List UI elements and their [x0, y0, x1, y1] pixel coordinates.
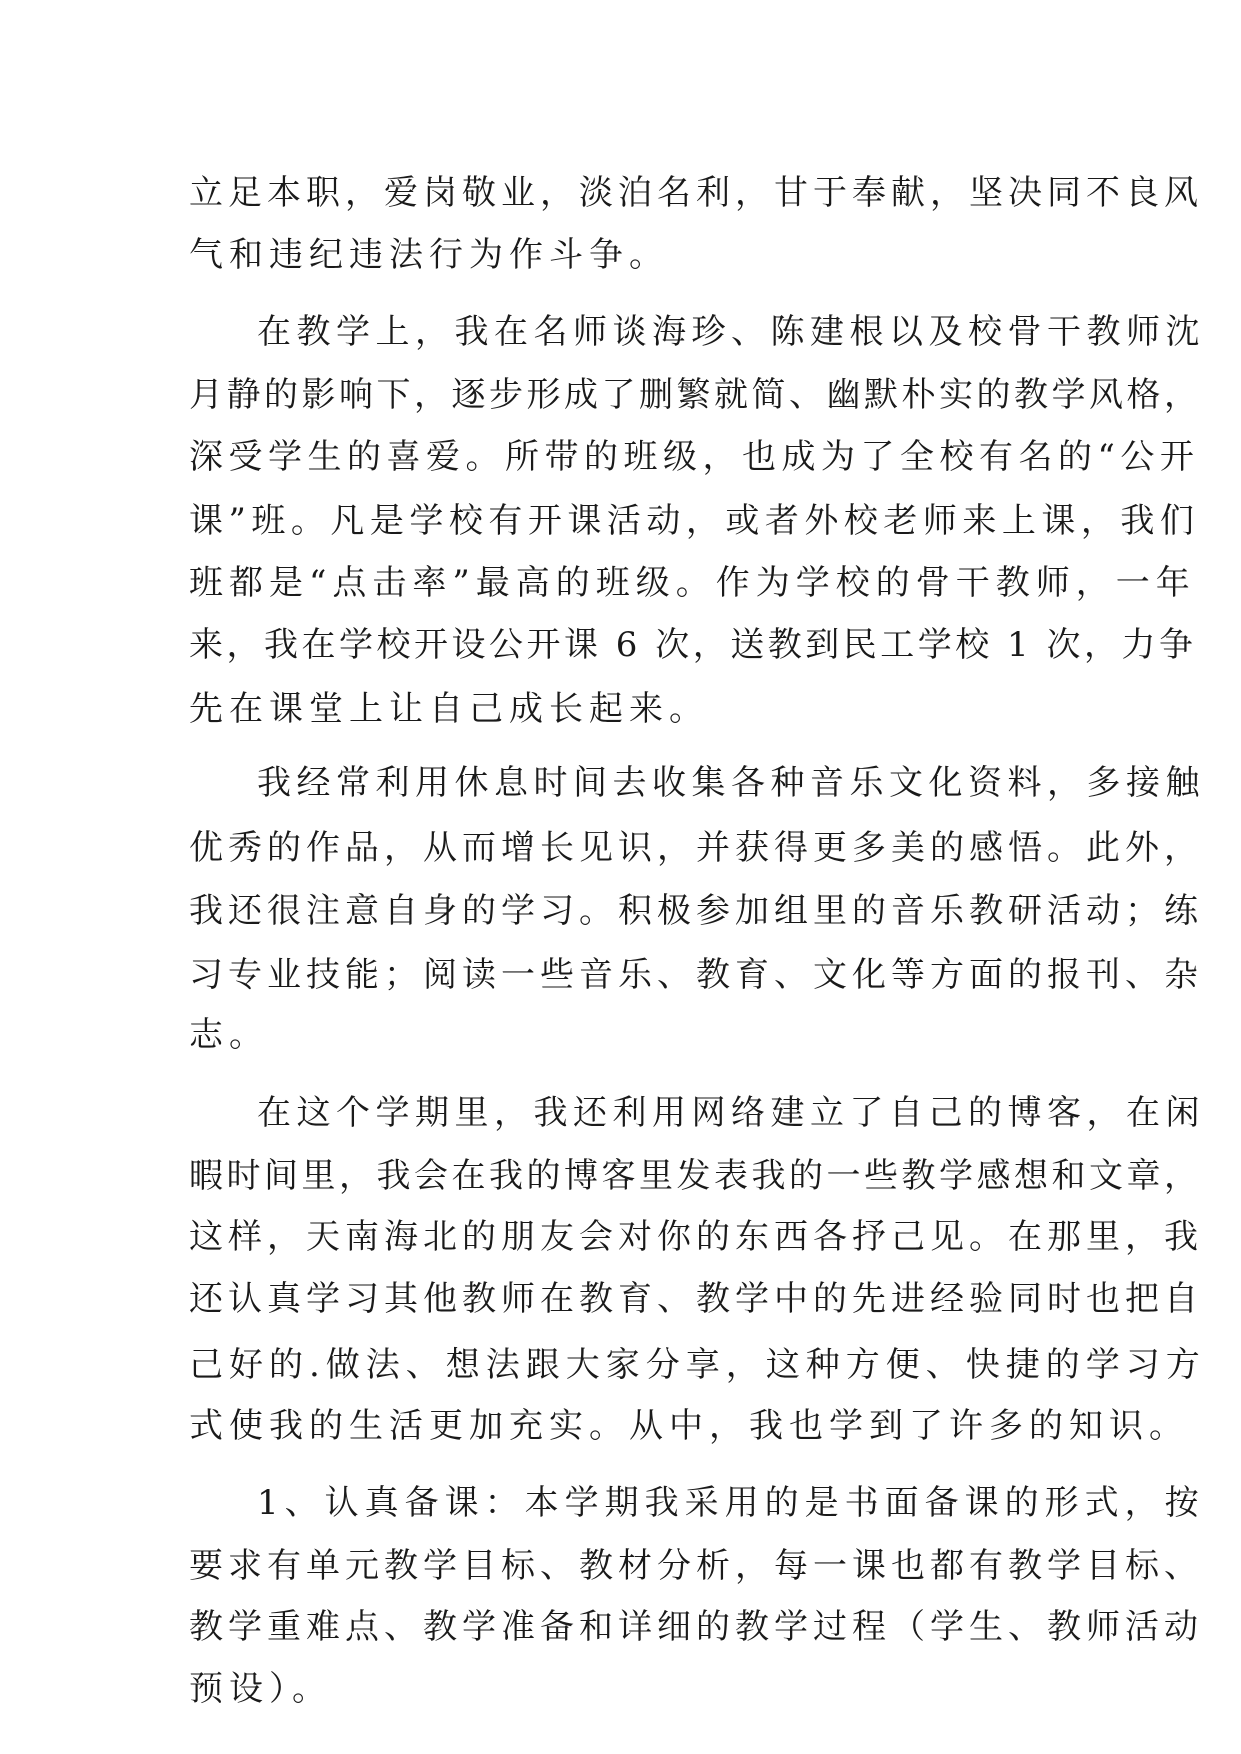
- text-line: 暇时间里，我会在我的博客里发表我的一些教学感想和文章，: [189, 1156, 1202, 1196]
- text-line: 预设）。: [189, 1669, 332, 1709]
- text-line: 深受学生的喜爱。所带的班级，也成为了全校有名的“公开: [189, 437, 1200, 477]
- text-line: 我还很注意自身的学习。积极参加组里的音乐教研活动；练: [189, 891, 1203, 931]
- text-line: 来，我在学校开设公开课 6 次，送教到民工学校 1 次，力争: [189, 625, 1197, 665]
- paragraph-first-line: 在这个学期里，我还利用网络建立了自己的博客，在闲: [257, 1093, 1205, 1133]
- paragraph-first-line: 1、认真备课：本学期我采用的是书面备课的形式，按: [257, 1483, 1205, 1523]
- text-line: 要求有单元教学目标、教材分析，每一课也都有教学目标、: [189, 1546, 1203, 1586]
- text-line: 志。: [189, 1015, 269, 1055]
- text-line: 己好的.做法、想法跟大家分享，这种方便、快捷的学习方: [189, 1345, 1206, 1385]
- text-line: 教学重难点、教学准备和详细的教学过程（学生、教师活动: [189, 1607, 1203, 1647]
- text-line: 班都是“点击率”最高的班级。作为学校的骨干教师，一年: [189, 563, 1196, 603]
- text-line: 优秀的作品，从而增长见识，并获得更多美的感悟。此外，: [189, 828, 1203, 868]
- text-line: 课”班。凡是学校有开课活动，或者外校老师来上课，我们: [189, 501, 1200, 541]
- text-line: 立足本职，爱岗敬业，淡泊名利，甘于奉献，坚决同不良风: [189, 173, 1203, 213]
- paragraph-first-line: 在教学上，我在名师谈海珍、陈建根以及校骨干教师沈: [257, 312, 1205, 352]
- text-line: 气和违纪违法行为作斗争。: [189, 235, 669, 275]
- text-line: 习专业技能；阅读一些音乐、教育、文化等方面的报刊、杂: [189, 955, 1203, 995]
- text-line: 月静的影响下，逐步形成了删繁就简、幽默朴实的教学风格，: [189, 375, 1202, 415]
- text-line: 这样，天南海北的朋友会对你的东西各抒己见。在那里，我: [189, 1217, 1203, 1257]
- text-line: 先在课堂上让自己成长起来。: [189, 689, 709, 729]
- paragraph-first-line: 我经常利用休息时间去收集各种音乐文化资料，多接触: [257, 763, 1205, 803]
- text-line: 还认真学习其他教师在教育、教学中的先进经验同时也把自: [189, 1279, 1203, 1319]
- text-line: 式使我的生活更加充实。从中，我也学到了许多的知识。: [189, 1406, 1189, 1446]
